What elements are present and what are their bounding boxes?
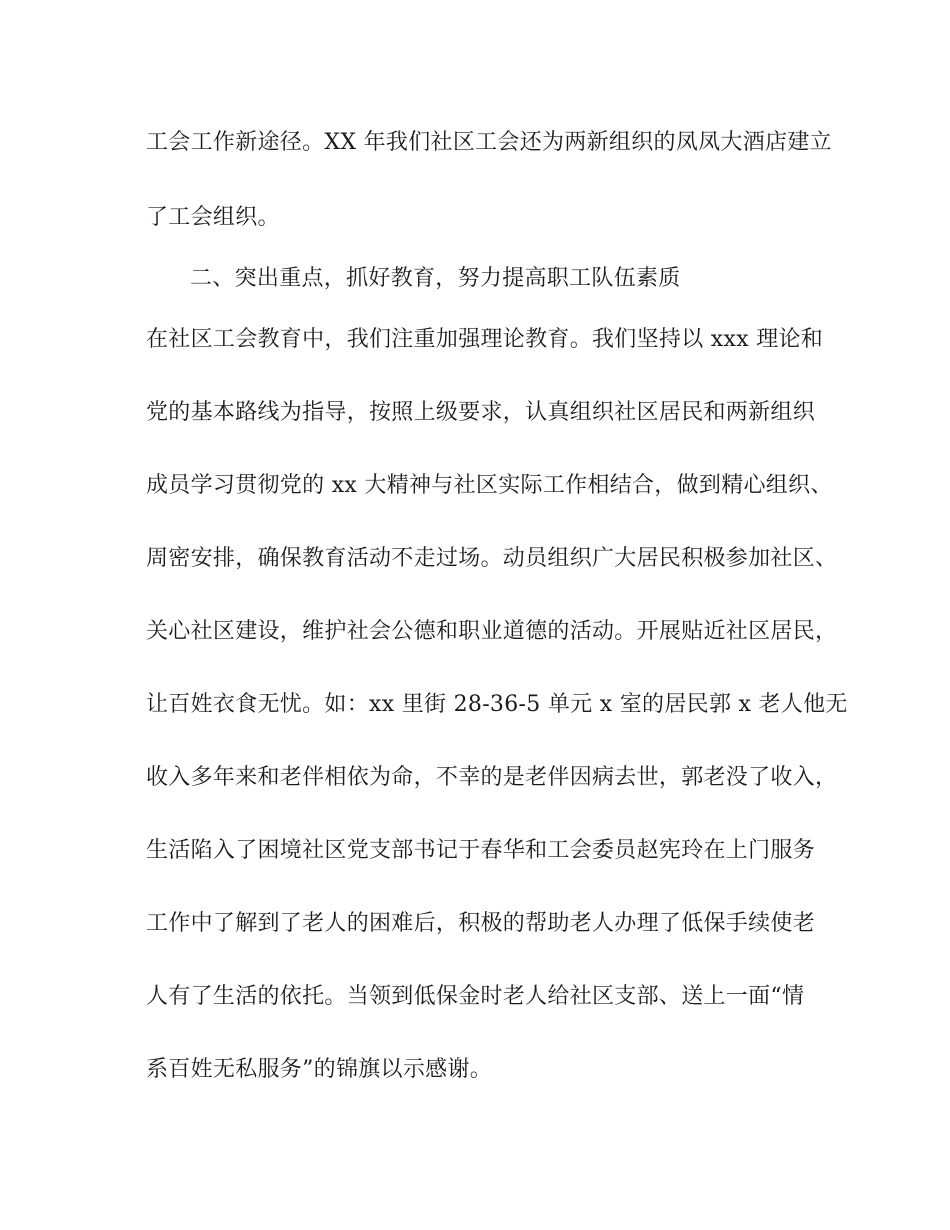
text-line-10: 生活陷入了困境社区党支部书记于春华和工会委员赵宪玲在上门服务 [146,838,816,863]
text-line-3: 在社区工会教育中，我们注重加强理论教育。我们坚持以 xxx 理论和 [146,327,824,352]
section-heading: 二、突出重点，抓好教育，努力提高职工队伍素质 [190,266,681,291]
text-line-5: 成员学习贯彻党的 xx 大精神与社区实际工作相结合，做到精心组织、 [146,473,833,498]
text-line-8: 让百姓衣食无忧。如：xx 里街 28-36-5 单元 x 室的居民郭 x 老人他无 [146,692,848,717]
text-line-6: 周密安排，确保教育活动不走过场。动员组织广大居民积极参加社区、 [146,546,838,571]
text-line-7: 关心社区建设，维护社会公德和职业道德的活动。开展贴近社区居民， [146,619,838,644]
text-line-4: 党的基本路线为指导，按照上级要求，认真组织社区居民和两新组织 [146,400,816,425]
text-line-13: 系百姓无私服务”的锦旗以示感谢。 [146,1057,493,1082]
text-line-9: 收入多年来和老伴相依为命，不幸的是老伴因病去世，郭老没了收入， [146,765,838,790]
text-line-2: 了工会组织。 [146,205,280,230]
text-line-1: 工会工作新途径。XX 年我们社区工会还为两新组织的凤凤大酒店建立 [146,130,832,155]
text-line-12: 人有了生活的依托。当领到低保金时老人给社区支部、送上一面“情 [146,984,805,1009]
text-line-11: 工作中了解到了老人的困难后，积极的帮助老人办理了低保手续使老 [146,911,816,936]
